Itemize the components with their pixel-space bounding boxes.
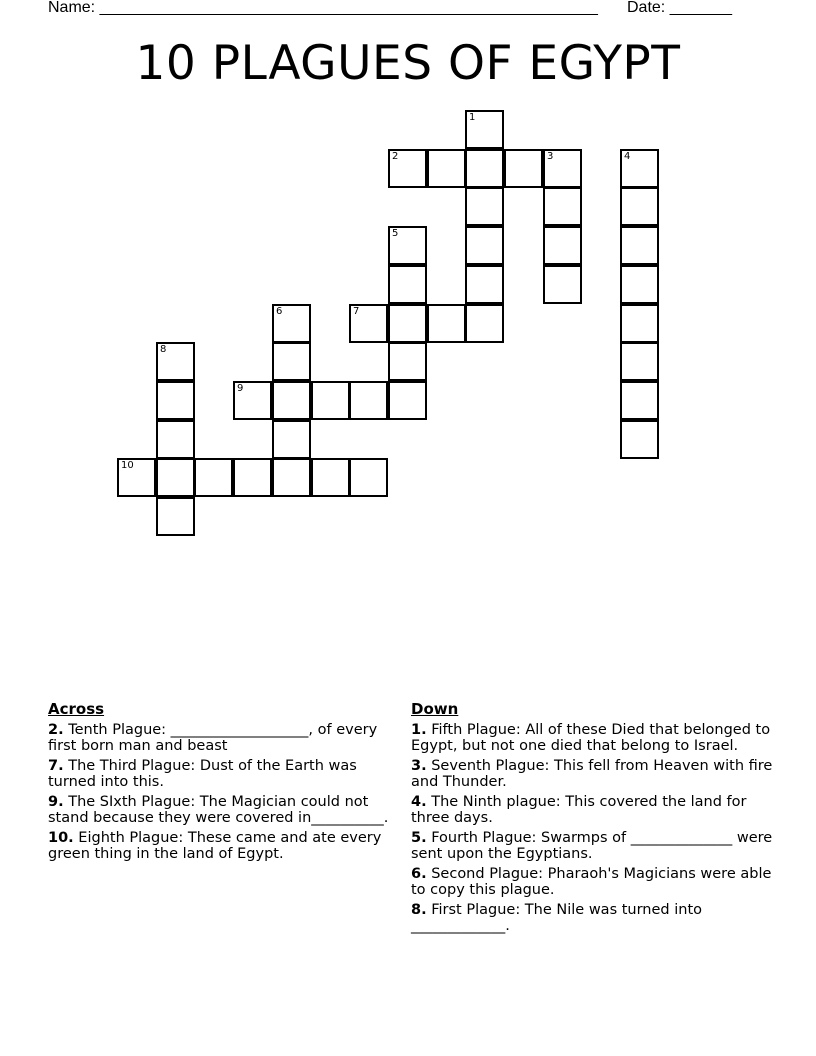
crossword-cell[interactable] xyxy=(156,381,195,420)
crossword-cell[interactable] xyxy=(117,458,156,497)
down-heading: Down xyxy=(411,700,459,718)
crossword-cell[interactable] xyxy=(620,381,659,420)
crossword-cell[interactable] xyxy=(349,304,388,343)
date-field[interactable]: Date: _______ xyxy=(627,0,732,16)
clue-across-10 xyxy=(48,830,393,862)
crossword-cell[interactable] xyxy=(272,458,311,497)
crossword-cell[interactable] xyxy=(620,342,659,381)
clue-text: Fifth Plague: All of these Died that belonged to Egypt, but not one died that belong to Israel. xyxy=(411,722,771,754)
crossword-cell[interactable] xyxy=(543,187,582,226)
crossword-cell[interactable] xyxy=(543,149,582,188)
crossword-cell[interactable] xyxy=(388,381,427,420)
crossword-cell[interactable] xyxy=(543,226,582,265)
crossword-cell[interactable] xyxy=(156,458,195,497)
clue-number: 3. xyxy=(411,758,427,774)
cell-number: 4 xyxy=(624,151,631,162)
name-field[interactable]: Name: ________________________________________________________ xyxy=(48,0,598,16)
crossword-cell[interactable] xyxy=(620,226,659,265)
crossword-cell[interactable] xyxy=(349,381,388,420)
crossword-cell[interactable] xyxy=(388,265,427,304)
cell-number: 3 xyxy=(547,151,554,162)
cell-number: 2 xyxy=(392,151,399,162)
clue-down-4 xyxy=(411,794,776,826)
clue-number: 2. xyxy=(48,722,64,738)
crossword-cell[interactable] xyxy=(233,381,272,420)
down-clues xyxy=(411,700,776,938)
crossword-cell[interactable] xyxy=(465,149,504,188)
clue-text: Second Plague: Pharaoh's Magicians were able to copy this plague. xyxy=(411,866,772,898)
crossword-cell[interactable] xyxy=(427,149,466,188)
clue-text: The SIxth Plague: The Magician could not stand because they were covered in__________. xyxy=(48,794,389,826)
crossword-cell[interactable] xyxy=(156,342,195,381)
clue-down-5 xyxy=(411,830,776,862)
crossword-cell[interactable] xyxy=(311,381,350,420)
crossword-cell[interactable] xyxy=(272,420,311,459)
crossword-cell[interactable] xyxy=(156,497,195,536)
clue-number: 1. xyxy=(411,722,427,738)
cell-number: 5 xyxy=(392,228,399,239)
crossword-cell[interactable] xyxy=(465,226,504,265)
crossword-cell[interactable] xyxy=(349,458,388,497)
crossword-cell[interactable] xyxy=(272,304,311,343)
clue-text: First Plague: The Nile was turned into _____________. xyxy=(411,902,703,934)
crossword-cell[interactable] xyxy=(465,110,504,149)
clue-number: 5. xyxy=(411,830,427,846)
cell-number: 6 xyxy=(276,306,283,317)
crossword-cell[interactable] xyxy=(388,304,427,343)
crossword-cell[interactable] xyxy=(388,342,427,381)
across-clues xyxy=(48,700,393,866)
crossword-cell[interactable] xyxy=(620,187,659,226)
crossword-cell[interactable] xyxy=(272,381,311,420)
crossword-cell[interactable] xyxy=(272,342,311,381)
clue-number: 6. xyxy=(411,866,427,882)
crossword-cell[interactable] xyxy=(620,265,659,304)
clue-down-3 xyxy=(411,758,776,790)
clue-down-6 xyxy=(411,866,776,898)
crossword-cell[interactable] xyxy=(620,149,659,188)
clue-text: Seventh Plague: This fell from Heaven with fire and Thunder. xyxy=(411,758,773,790)
crossword-cell[interactable] xyxy=(504,149,543,188)
clue-text: Fourth Plague: Swarmps of ______________ were sent upon the Egyptians. xyxy=(411,830,773,862)
crossword-cell[interactable] xyxy=(465,265,504,304)
crossword-cell[interactable] xyxy=(427,304,466,343)
clue-text: Tenth Plague: ___________________, of every first born man and beast xyxy=(48,722,378,754)
clue-text: The Third Plague: Dust of the Earth was turned into this. xyxy=(48,758,357,790)
crossword-cell[interactable] xyxy=(465,187,504,226)
clue-across-9 xyxy=(48,794,393,826)
clue-text: Eighth Plague: These came and ate every green thing in the land of Egypt. xyxy=(48,830,382,862)
clue-number: 8. xyxy=(411,902,427,918)
crossword-cell[interactable] xyxy=(388,149,427,188)
page-title: 10 PLAGUES OF EGYPT xyxy=(135,36,681,91)
clue-number: 10. xyxy=(48,830,74,846)
cell-number: 7 xyxy=(353,306,360,317)
cell-number: 9 xyxy=(237,383,244,394)
crossword-cell[interactable] xyxy=(233,458,272,497)
cell-number: 1 xyxy=(469,112,476,123)
crossword-cell[interactable] xyxy=(156,420,195,459)
clue-number: 4. xyxy=(411,794,427,810)
crossword-cell[interactable] xyxy=(620,304,659,343)
clue-number: 7. xyxy=(48,758,64,774)
across-heading: Across xyxy=(48,700,105,718)
cell-number: 8 xyxy=(160,344,167,355)
clue-across-7 xyxy=(48,758,393,790)
clue-down-1 xyxy=(411,722,776,754)
cell-number: 10 xyxy=(121,460,134,471)
crossword-cell[interactable] xyxy=(620,420,659,459)
crossword-cell[interactable] xyxy=(311,458,350,497)
clue-number: 9. xyxy=(48,794,64,810)
crossword-cell[interactable] xyxy=(543,265,582,304)
crossword-cell[interactable] xyxy=(194,458,233,497)
clue-text: The Ninth plague: This covered the land for three days. xyxy=(411,794,747,826)
clue-down-8 xyxy=(411,902,776,934)
clue-across-2 xyxy=(48,722,393,754)
crossword-cell[interactable] xyxy=(465,304,504,343)
crossword-cell[interactable] xyxy=(388,226,427,265)
